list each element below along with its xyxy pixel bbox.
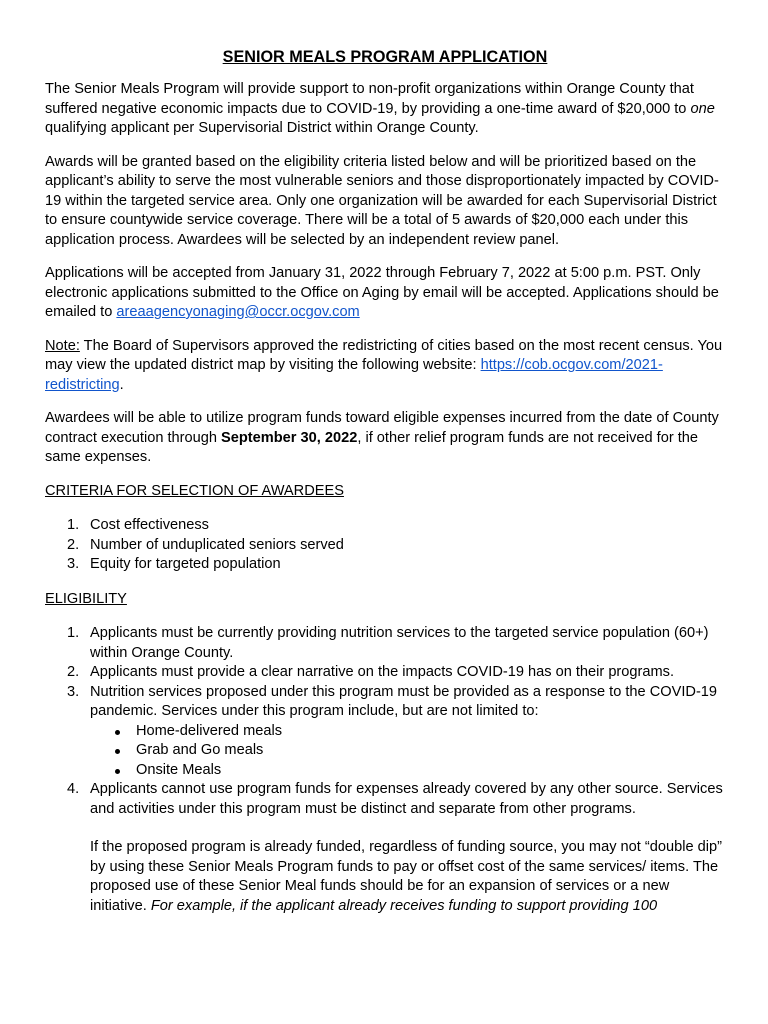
criteria-list	[45, 516, 725, 575]
list-item: 3. Nutrition services proposed under this program must be provided as a response to the COVID-19 pandemic. Services under this program include, but are not limited to: Home-delivered meals Grab and Go meals Onsite Meals	[45, 683, 725, 781]
email-link[interactable]: areaagencyonaging@occr.ocgov.com	[116, 304, 360, 320]
document-title: SENIOR MEALS PROGRAM APPLICATION	[222, 48, 548, 66]
list-item: 3. Equity for targeted population	[67, 556, 281, 572]
list-item: 4. Applicants cannot use program funds for expenses already covered by any other source. Services and activities under this program must be distinct and separate from other programs. If the proposed program is already funded, regardless of funding source, you may not “double dip” by using these Senior Meals Program funds to pay or offset cost of the same services/ items. The proposed use of these Senior Meal funds should be for an expansion of services or a new initiative. For example, if the applicant already receives funding to support providing 100	[45, 780, 725, 916]
bullet-item: Onsite Meals	[90, 761, 725, 781]
double-dip-paragraph: If the proposed program is already funded, regardless of funding source, you may not “double dip” by using these Senior Meals Program funds to pay or offset cost of the same services/ items. The proposed use of these Senior Meal funds should be for an expansion of services or a new initiative. For example, if the applicant already receives funding to support providing 100	[90, 839, 722, 914]
bullet-item: Grab and Go meals	[90, 741, 725, 761]
list-item: 2. Applicants must provide a clear narrative on the impacts COVID-19 has on their programs.	[67, 664, 675, 680]
document-body	[45, 47, 725, 931]
criteria-heading: CRITERIA FOR SELECTION OF AWARDEES	[45, 482, 344, 499]
list-item: 1. Applicants must be currently providing nutrition services to the targeted service population (60+) within Orange County.	[67, 625, 709, 661]
note-label: Note:	[45, 337, 80, 354]
list-item: 2. Number of unduplicated seniors served	[67, 536, 344, 553]
funds-paragraph: Awardees will be able to utilize program funds toward eligible expenses incurred from the date of County contract execution through September 30, 2022, if other relief program funds are not received for the same expenses.	[45, 410, 719, 465]
note-paragraph: Note: The Board of Supervisors approved the redistricting of cities based on the most recent census. You may view the updated district map by visiting the following website: https://cob.ocgov.com/2021-redistricting.	[45, 337, 723, 393]
awards-paragraph: Awards will be granted based on the eligibility criteria listed below and will be prioritized based on the applicant’s ability to serve the most vulnerable seniors and those disproportionately impacted by COVID-19 within the targeted service area. Only one organization will be awarded for each Supervisorial District to ensure countywide service coverage. There will be a total of 5 awards of $20,000 each under this application process. Awardees will be selected by an independent review panel.	[45, 153, 719, 248]
bullet-item: Home-delivered meals	[90, 722, 725, 742]
intro-paragraph: The Senior Meals Program will provide support to non-profit organizations within Orange County that suffered negative economic impacts due to COVID-19, by providing a one-time award of $20,000 to one qualifying applicant per Supervisorial District within Orange County.	[45, 81, 715, 136]
applications-paragraph: Applications will be accepted from January 31, 2022 through February 7, 2022 at 5:00 p.m. PST. Only electronic applications submitted to the Office on Aging by email will be accepted. Applications should be emailed to areaagencyonaging@occr.ocgov.com	[45, 265, 719, 320]
redistricting-link[interactable]: https://cob.ocgov.com/2021-redistricting	[45, 357, 663, 393]
list-item: 1. Cost effectiveness	[67, 517, 209, 533]
eligibility-heading: ELIGIBILITY	[45, 590, 127, 607]
services-list	[90, 722, 725, 781]
eligibility-list	[45, 624, 725, 916]
